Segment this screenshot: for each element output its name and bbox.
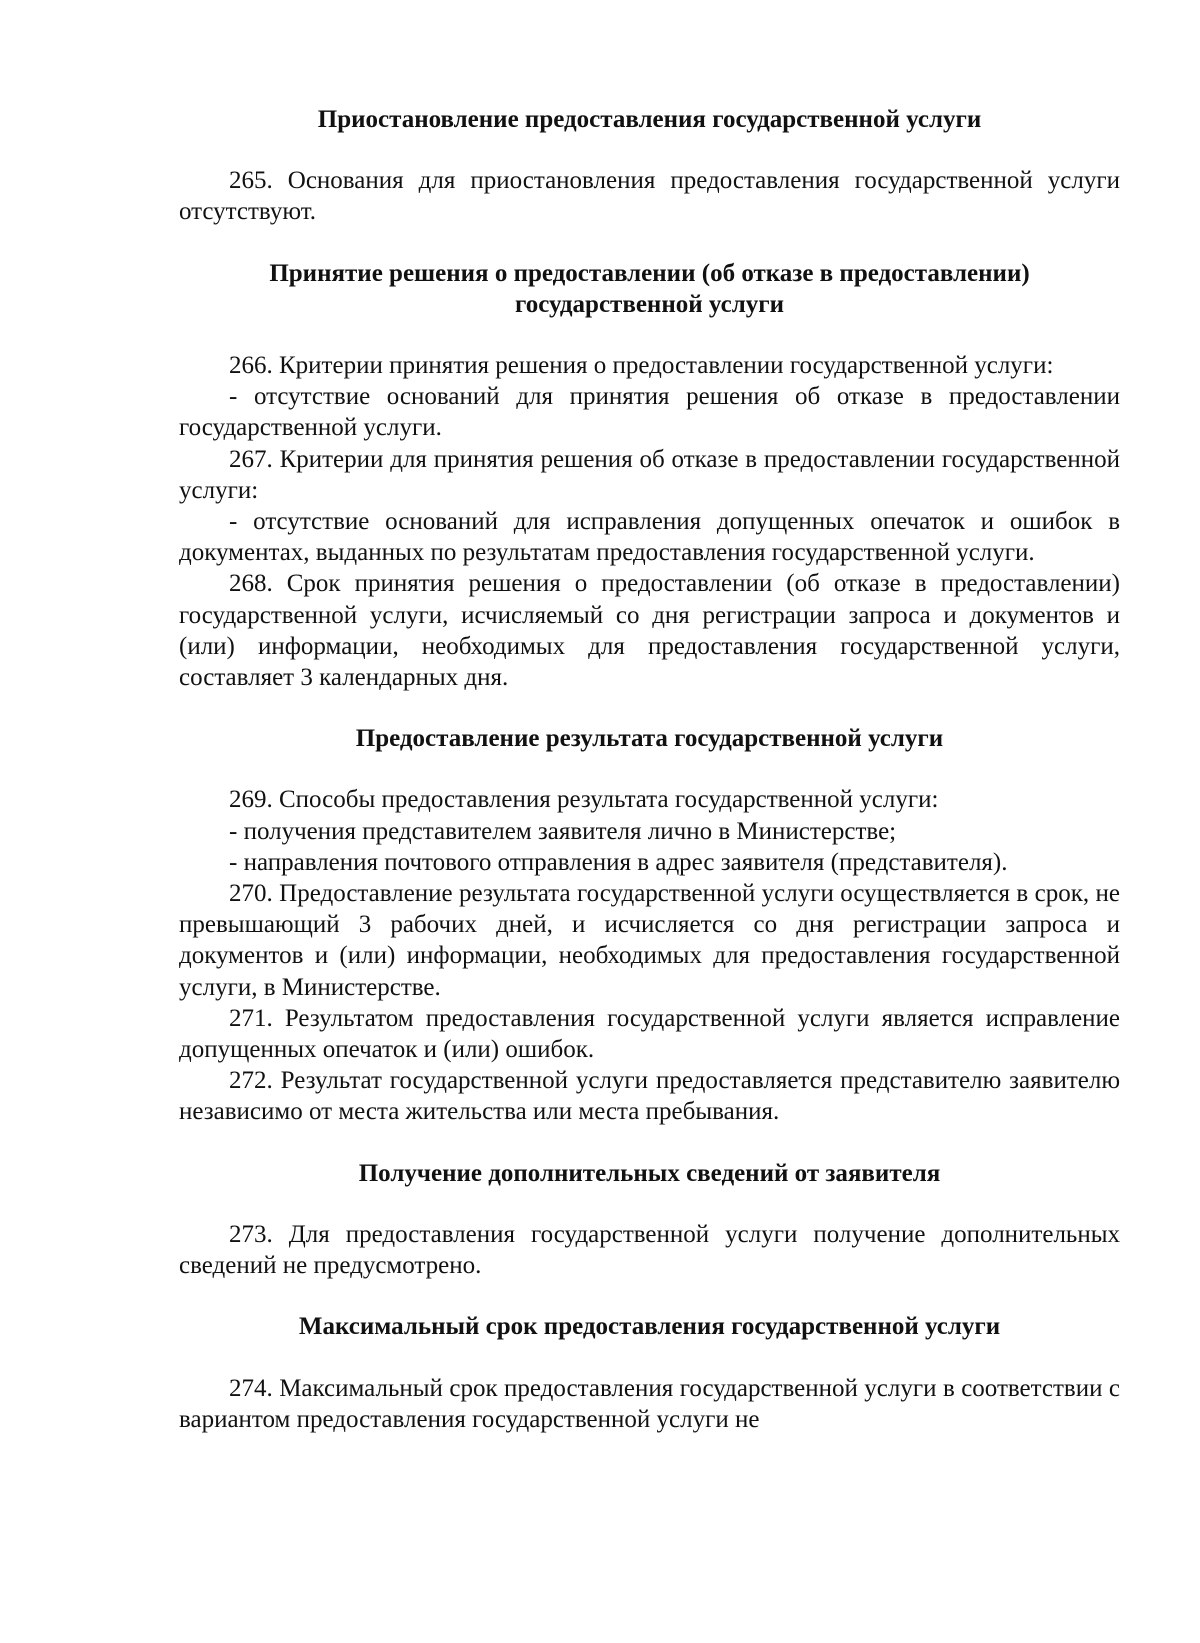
paragraph-267: 267. Критерии для принятия решения об отказе в предоставлении государственной услуги:: [179, 445, 1120, 504]
paragraph-268: 268. Срок принятия решения о предоставлении (об отказе в предоставлении) государственной услуги, исчисляемый со дня регистрации запроса и документов и (или) информации, необходимых для предоставления государственной услуги, составляет 3 календарных дня.: [179, 570, 1120, 692]
paragraph-272: 272. Результат государственной услуги предоставляется представителю заявителю независимо от места жительства или места пребывания.: [179, 1067, 1120, 1126]
paragraph-266: 266. Критерии принятия решения о предоставлении государственной услуги:: [229, 352, 1054, 380]
section-heading-max-term: Максимальный срок предоставления государственной услуги: [298, 1313, 1001, 1341]
paragraph-269-item-2: - направления почтового отправления в адрес заявителя (представителя).: [229, 848, 1008, 876]
section-heading-decision: [179, 258, 1120, 320]
paragraph-271: 271. Результатом предоставления государственной услуги является исправление допущенных опечаток и (или) ошибок.: [179, 1004, 1120, 1064]
paragraph-267-item: - отсутствие оснований для исправления допущенных опечаток и ошибок в документах, выданных по результатам предоставления государственной услуги.: [179, 508, 1120, 567]
section-heading-decision-line2: государственной услуги: [514, 290, 785, 318]
section-heading-decision-line1: Принятие решения о предоставлении (об отказе в предоставлении): [269, 259, 1030, 287]
section-heading-additional-info: Получение дополнительных сведений от заявителя: [358, 1159, 941, 1187]
paragraph-273: 273. Для предоставления государственной услуги получение дополнительных сведений не предусмотрено.: [179, 1220, 1120, 1280]
paragraph-269: 269. Способы предоставления результата государственной услуги:: [229, 786, 939, 814]
document-page: [179, 104, 1120, 1435]
paragraph-270: 270. Предоставление результата государственной услуги осуществляется в срок, не превышающий 3 рабочих дней, и исчисляется со дня регистрации запроса и документов и (или) информации, необходимых для предоставления государственной услуги, в Министерстве.: [179, 880, 1120, 1001]
paragraph-266-item: - отсутствие оснований для принятия решения об отказе в предоставлении государственной услуги.: [179, 383, 1120, 442]
paragraph-265: 265. Основания для приостановления предоставления государственной услуги отсутствуют.: [179, 167, 1120, 226]
paragraph-274: 274. Максимальный срок предоставления государственной услуги в соответствии с вариантом предоставления государственной услуги не: [179, 1374, 1120, 1433]
section-heading-suspension: Приостановление предоставления государственной услуги: [317, 106, 982, 133]
section-heading-result: Предоставление результата государственной услуги: [355, 725, 944, 753]
paragraph-269-item-1: - получения представителем заявителя лично в Министерстве;: [229, 817, 897, 845]
